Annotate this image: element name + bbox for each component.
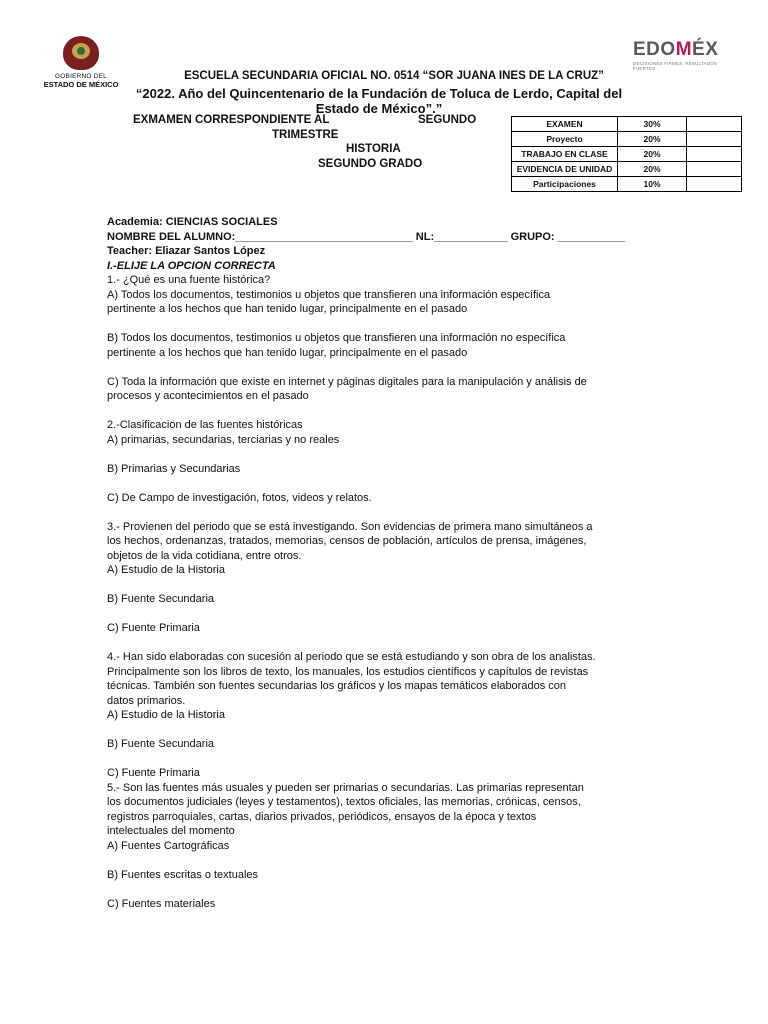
- logo-left-line1: GOBIERNO DEL: [55, 73, 107, 80]
- table-row: TRABAJO EN CLASE 20%: [512, 147, 742, 162]
- option-1c-cont: procesos y acontecimientos en el pasado: [107, 390, 309, 402]
- grades-table: [511, 116, 742, 192]
- option-3b: B) Fuente Secundaria: [107, 593, 215, 605]
- question-2: 2.-Clasificacion de las fuentes históricas: [107, 419, 303, 431]
- option-5c: C) Fuentes materiales: [107, 897, 216, 910]
- option-4b: B) Fuente Secundaria: [107, 738, 215, 750]
- exam-period: SEGUNDO: [418, 114, 477, 126]
- option-2b: B) Primarias y Secundarias: [107, 462, 241, 475]
- question-1: 1.- ¿Qué es una fuente histórica?: [107, 274, 271, 286]
- option-5b: B) Fuentes escritas o textuales: [107, 868, 259, 881]
- question-5-cont: registros parroquiales, cartas, diarios privados, periódicos, ensayos de la época y textos: [107, 810, 537, 823]
- table-row: EXAMEN 30%: [512, 117, 742, 132]
- table-row: EVIDENCIA DE UNIDAD 20%: [512, 162, 742, 177]
- academia-line: Academia: CIENCIAS SOCIALES: [107, 216, 278, 228]
- question-4-cont: técnicas. También son fuentes secundarias los gráficos y los mapas temáticos elaborados con: [107, 680, 566, 692]
- edomex-tagline: DECISIONES FIRMES, RESULTADOS FUERTES: [633, 61, 718, 71]
- edomex-logo: [633, 40, 733, 71]
- school-name: ESCUELA SECUNDARIA OFICIAL NO. 0514 “SOR JUANA INES DE LA CRUZ”: [184, 70, 604, 82]
- state-seal-icon: [63, 36, 99, 70]
- option-2a: A) primarias, secundarias, terciarias y no reales: [107, 433, 340, 446]
- table-row: Proyecto 20%: [512, 132, 742, 147]
- question-5: 5.- Son las fuentes más usuales y pueden ser primarias o secundarias. Las primarias representan: [107, 781, 584, 794]
- question-3-cont: los hechos, ordenanzas, tratados, memorias, censos de población, artículos de prensa, imágenes,: [107, 535, 587, 547]
- question-3: 3.- Provienen del periodo que se está investigando. Son evidencias de primera mano simultáneos a: [107, 520, 593, 533]
- option-3c: C) Fuente Primaria: [107, 622, 200, 634]
- teacher-line: Teacher: Eliazar Santos López: [107, 245, 266, 257]
- question-4-cont: Principalmente son los libros de texto, los manuales, los estudios científicos y capítulos de revistas: [107, 665, 589, 678]
- option-3a: A) Estudio de la Historia: [107, 564, 225, 576]
- option-1b: B) Todos los documentos, testimonios u objetos que transfieren una información no específica: [107, 332, 566, 344]
- option-1c: C) Toda la información que existe en internet y páginas digitales para la manipulación y análisis de: [107, 375, 587, 388]
- option-1a-cont: pertinente a los hechos que han tenido lugar, principalmente en el pasado: [107, 303, 468, 315]
- exam-body: [107, 215, 667, 911]
- option-4a: A) Estudio de la Historia: [107, 709, 225, 721]
- subject-label: HISTORIA: [346, 143, 401, 155]
- exam-label: EXMAMEN CORRESPONDIENTE AL: [133, 114, 330, 126]
- question-4-cont: datos primarios.: [107, 694, 186, 707]
- trimester-label: TRIMESTRE: [272, 129, 339, 141]
- question-3-cont: objetos de la vida cotidiana, entre otros.: [107, 549, 302, 562]
- option-1a: A) Todos los documentos, testimonios u objetos que transfieren una información específica: [107, 288, 551, 301]
- option-2c: C) De Campo de investigación, fotos, videos y relatos.: [107, 491, 372, 504]
- table-row: Participaciones 10%: [512, 177, 742, 192]
- question-4: 4.- Han sido elaboradas con sucesión al periodo que se está estudiando y son obra de los analistas.: [107, 651, 596, 663]
- option-4c: C) Fuente Primaria: [107, 767, 200, 779]
- student-name-line: NOMBRE DEL ALUMNO:_____________________________ NL:____________ GRUPO: ___________: [107, 230, 625, 243]
- option-5a: A) Fuentes Cartográficas: [107, 839, 230, 852]
- question-5-cont: intelectuales del momento: [107, 825, 235, 837]
- section-title: I.-ELIJE LA OPCION CORRECTA: [107, 259, 276, 272]
- option-1b-cont: pertinente a los hechos que han tenido lugar, principalmente en el pasado: [107, 346, 468, 359]
- question-5-cont: los documentos judiciales (leyes y testamentos), textos oficiales, las memorias, crónicas, censos,: [107, 796, 581, 808]
- grade-label: SEGUNDO GRADO: [318, 158, 423, 170]
- logo-left-line2: ESTADO DE MÉXICO: [43, 80, 119, 89]
- edomex-brand: EDOMÉX: [633, 39, 719, 60]
- year-legend: “2022. Año del Quincentenario de la Fundación de Toluca de Lerdo, Capital del Estado de México”.”: [135, 86, 623, 116]
